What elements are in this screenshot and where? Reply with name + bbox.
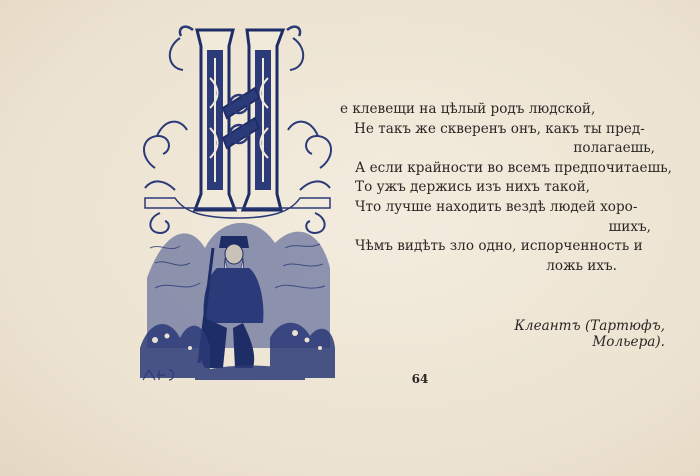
illuminated-initial-illustration [135,18,340,388]
attribution: Клеантъ (Тартюфъ, Мольера). [514,318,665,350]
poem-line: А если крайности во всемъ предпочитаешь, [355,159,672,176]
page-number: 64 [411,372,429,386]
poem-line: ложь ихъ. [546,257,617,274]
poem-line: Что лучше находить вездѣ людей хоро- [355,198,638,215]
poem-line: шихъ, [608,218,651,235]
poem-line: Чѣмъ видѣть зло одно, испорченность и [355,238,643,255]
poem-text [330,100,675,276]
poem-line: е клевещи на цѣлый родъ людской, [340,101,596,117]
poem-line: То ужъ держись изъ нихъ такой, [355,179,590,196]
poem-line: полагаешь, [573,140,655,157]
poem-line: Не такъ же скверенъ онъ, какъ ты пред- [354,120,645,137]
